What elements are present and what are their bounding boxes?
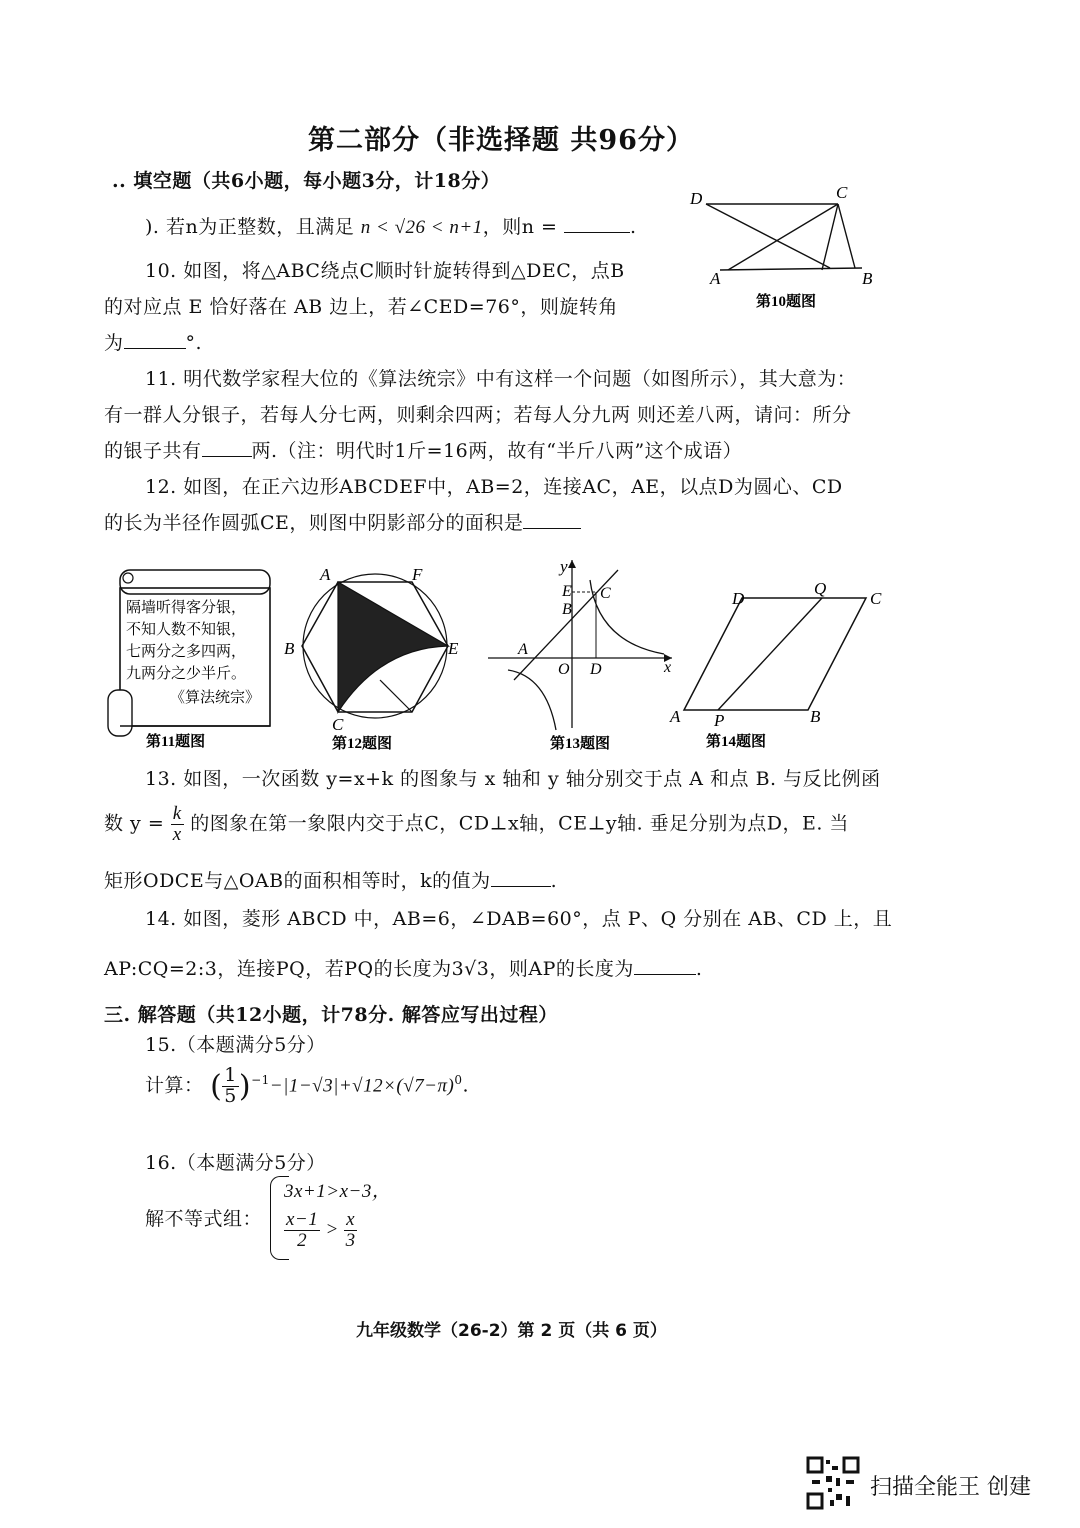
figure-11 xyxy=(98,558,288,758)
fig13-label-o: O xyxy=(558,661,570,678)
fig11-poem-line3: 七两分之多四两， xyxy=(126,644,247,660)
q15-frac-num: 1 xyxy=(224,1064,237,1086)
q13-line1: 13. 如图，一次函数 y=x+k 的图象与 x 轴和 y 轴分别交于点 A 和点 B. 与反比例函 xyxy=(145,768,881,790)
fig14-label-d: D xyxy=(732,589,745,608)
q15-frac-den: 5 xyxy=(224,1084,237,1107)
fig12-label-c: C xyxy=(332,715,344,734)
q12-line2 xyxy=(104,508,581,535)
q13-line3-end: . xyxy=(550,870,558,892)
q12-line1: 12. 如图，在正六边形ABCDEF中，AB=2，连接AC，AE，以点D为圆心、CD xyxy=(145,476,843,498)
q14-line2-text: AP:CQ=2:3，连接PQ，若PQ的长度为3√3，则AP的长度为 xyxy=(104,958,634,980)
fig14-label-q: Q xyxy=(814,580,827,598)
fig13-caption: 第13题图 xyxy=(550,736,611,752)
q10-line1: 10. 如图，将△ABC绕点C顺时针旋转得到△DEC，点B xyxy=(145,260,625,282)
q14-line2 xyxy=(104,954,702,981)
figure-13 xyxy=(486,552,686,758)
q9-number: ). xyxy=(145,216,160,238)
q13-frac-num: k xyxy=(172,803,182,824)
q16-frac-right-den: 3 xyxy=(345,1229,356,1251)
fig10-label-d: D xyxy=(690,189,703,208)
q15-right-paren: ) xyxy=(238,1068,252,1104)
question-9 xyxy=(145,212,637,239)
q11-line3-pre: 的银子共有 xyxy=(104,440,202,462)
q16-frac-left-den: 2 xyxy=(297,1229,308,1251)
fig11-source: 《算法统宗》 xyxy=(170,690,261,706)
q13-line2-post: 的图象在第一象限内交于点C，CD⊥x轴，CE⊥y轴. 垂足分别为点D，E. 当 xyxy=(190,812,849,835)
q14-answer-blank[interactable] xyxy=(634,973,696,975)
q15-expression xyxy=(145,1066,469,1122)
q15-title: 15.（本题满分5分） xyxy=(145,1034,326,1056)
q16-title: 16.（本题满分5分） xyxy=(145,1152,326,1174)
q13-answer-blank[interactable] xyxy=(491,885,551,887)
part-title: 第二部分（非选择题 共96分） xyxy=(308,125,694,156)
fig11-poem-line2: 不知人数不知银， xyxy=(126,622,247,638)
q15-fraction xyxy=(222,1066,239,1107)
q10-line2: 的对应点 E 恰好落在 AB 边上，若∠CED=76°，则旋转角 xyxy=(104,296,618,318)
q11-line3-post: 两.（注：明代时1斤=16两，故有“半斤八两”这个成语） xyxy=(251,440,743,462)
q9-condition: n < √26 < n+1 xyxy=(360,217,483,238)
q11-answer-blank[interactable] xyxy=(202,455,252,457)
q15-exponent-0: 0 xyxy=(454,1073,463,1088)
q16-inequality-1: 3x+1>x−3， xyxy=(284,1181,392,1202)
fig14-label-a: A xyxy=(670,707,681,726)
q13-line3 xyxy=(104,866,557,893)
q11-line3 xyxy=(104,436,742,463)
q9-answer-blank[interactable] xyxy=(564,231,630,233)
figure-14 xyxy=(666,580,902,758)
fig13-label-e: E xyxy=(562,583,572,600)
q15-label: 计算： xyxy=(145,1074,204,1097)
fig11-caption: 第11题图 xyxy=(146,734,206,750)
fig10-label-c: C xyxy=(836,183,848,202)
fig12-caption: 第12题图 xyxy=(332,736,393,752)
fig14-label-p: P xyxy=(714,711,725,730)
figure-12 xyxy=(280,560,470,758)
fig13-label-d: D xyxy=(590,661,602,678)
fig13-label-c: C xyxy=(600,585,611,602)
q13-frac-den: x xyxy=(172,823,182,845)
qr-code-icon xyxy=(806,1456,860,1510)
section2-heading: .. 填空题（共6小题，每小题3分，计18分） xyxy=(112,170,501,192)
q15-exponent-1: −1 xyxy=(251,1073,270,1088)
fig10-label-a: A xyxy=(710,269,721,288)
fig10-caption: 第10题图 xyxy=(756,294,817,310)
q16-operator: > xyxy=(325,1218,339,1240)
q13-line2-pre: 数 y = xyxy=(104,812,165,835)
fig10-label-b: B xyxy=(862,269,873,288)
q14-line1: 14. 如图，菱形 ABCD 中，AB=6，∠DAB=60°，点 P、Q 分别在 AB、CD 上，且 xyxy=(145,908,893,930)
q16-frac-left-num: x−1 xyxy=(286,1209,319,1230)
q16-frac-left xyxy=(284,1210,320,1251)
fig11-poem-line4: 九两分之少半斤。 xyxy=(126,666,247,682)
q13-line2 xyxy=(104,804,849,845)
q16-frac-right-num: x xyxy=(346,1209,356,1230)
q16-inequality-2 xyxy=(284,1210,357,1251)
q10-line3-text: 为 xyxy=(104,332,124,354)
fig14-label-c: C xyxy=(870,589,882,608)
q14-line2-end: . xyxy=(695,958,703,980)
q9-end: . xyxy=(629,216,637,238)
q15-left-paren: ( xyxy=(210,1068,223,1104)
section3-heading: 三. 解答题（共12小题，计78分. 解答应写出过程） xyxy=(104,1004,558,1026)
fig12-label-e: E xyxy=(448,639,459,658)
fig13-label-x: x xyxy=(664,659,672,676)
fig12-label-f: F xyxy=(412,565,423,584)
fig14-caption: 第14题图 xyxy=(706,734,767,750)
q9-pre: 若n为正整数，且满足 xyxy=(166,216,355,238)
q11-line2: 有一群人分银子，若每人分七两，则剩余四两；若每人分九两 则还差八两，请问：所分 xyxy=(104,404,852,426)
fig13-label-a: A xyxy=(518,641,528,658)
q16-label: 解不等式组： xyxy=(145,1208,263,1230)
fig13-label-b: B xyxy=(562,601,572,618)
q15-expr-tail: −|1−√3|+√12×(√7−π) xyxy=(269,1075,455,1097)
fig11-poem-line1: 隔墙听得客分银， xyxy=(126,600,247,616)
fig12-label-b: B xyxy=(284,639,295,658)
q13-line3-text: 矩形ODCE与△OAB的面积相等时，k的值为 xyxy=(104,870,491,892)
fig13-label-y: y xyxy=(560,557,568,576)
q13-fraction xyxy=(171,804,184,845)
page-footer: 九年级数学（26-2）第 2 页（共 6 页） xyxy=(356,1321,667,1341)
fig14-label-b: B xyxy=(810,707,821,726)
q11-line1: 11. 明代数学家程大位的《算法统宗》中有这样一个问题（如图所示），其大意为： xyxy=(145,368,857,390)
q12-answer-blank[interactable] xyxy=(523,527,581,529)
fig12-label-a: A xyxy=(320,565,331,584)
q10-line3-end: °. xyxy=(185,332,203,354)
watermark-text: 扫描全能王 创建 xyxy=(870,1475,1031,1500)
q10-answer-blank[interactable] xyxy=(124,347,186,349)
figure-10 xyxy=(680,180,890,320)
q12-line2-text: 的长为半径作圆弧CE，则图中阴影部分的面积是 xyxy=(104,512,524,534)
q9-post: ，则n = xyxy=(482,216,558,238)
q16-frac-right xyxy=(344,1210,357,1251)
q10-line3 xyxy=(104,328,202,355)
q15-end: . xyxy=(462,1074,469,1097)
